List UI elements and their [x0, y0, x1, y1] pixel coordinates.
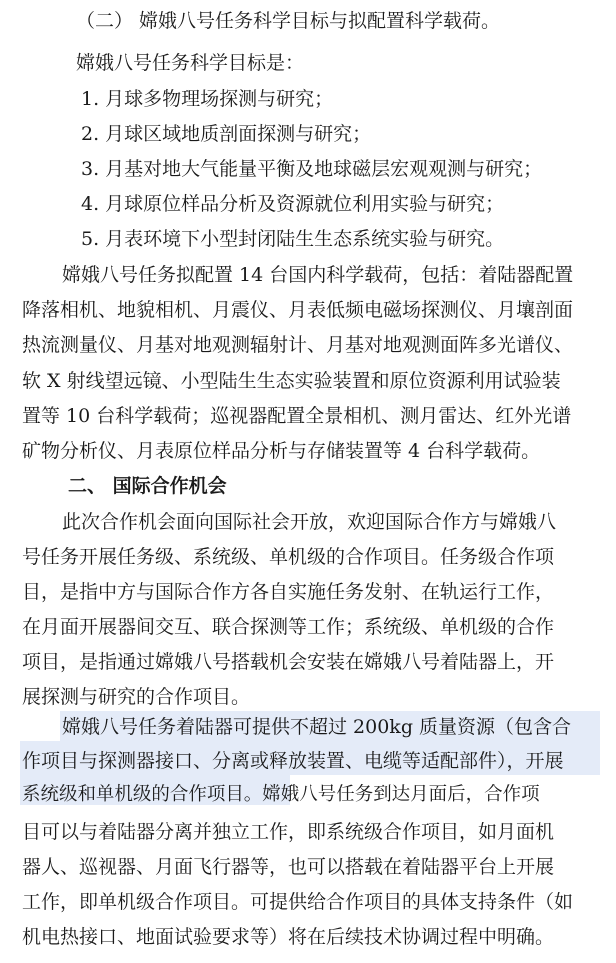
paragraph-line: 机电热接口、地面试验要求等）将在后续技术协调过程中明确。: [22, 926, 555, 948]
payload-text-line: 降落相机、地貌相机、月震仪、月表低频电磁场探测仪、月壤剖面: [22, 299, 574, 321]
paragraph-line: 目，是指中方与国际合作方各自实施任务发射、在轨运行工作，: [22, 581, 555, 603]
highlighted-text-line: 作项目与探测器接口、分离或释放装置、电缆等适配部件），开展: [22, 750, 564, 772]
payload-text-line: 矿物分析仪、月表原位样品分析与存储装置等 4 台科学载荷。: [22, 440, 541, 462]
payload-text-line: 热流测量仪、月基对地观测辐射计、月基对地观测面阵多光谱仪、: [22, 334, 574, 356]
paragraph-line: 此次合作机会面向国际社会开放，欢迎国际合作方与嫦娥八: [62, 511, 557, 533]
paragraph-line: 器人、巡视器、月面飞行器等，也可以搭载在着陆器平台上开展: [22, 856, 555, 878]
paragraph-line: 在月面开展器间交互、联合探测等工作；系统级、单机级的合作: [22, 616, 555, 638]
plain-text-segment: 嫦娥八号任务到达月面后，合作项: [262, 784, 540, 805]
section-heading: （二） 嫦娥八号任务科学目标与拟配置科学载荷。: [76, 10, 501, 32]
section-heading: 二、 国际合作机会: [68, 475, 227, 497]
highlighted-text-segment: 系统级和单机级的合作项目。: [22, 784, 263, 805]
objective-item: 5. 月表环境下小型封闭陆生生态系统实验与研究。: [81, 228, 505, 250]
highlighted-text-line: 嫦娥八号任务着陆器可提供不超过 200kg 质量资源（包含合: [62, 716, 572, 738]
payload-text-line: 置等 10 台科学载荷；巡视器配置全景相机、测月雷达、红外光谱: [22, 405, 572, 427]
paragraph-line: 工作，即单机级合作项目。可提供给合作项目的具体支持条件（如: [22, 891, 574, 913]
paragraph-line: 号任务开展任务级、系统级、单机级的合作项目。任务级合作项: [22, 546, 555, 568]
mixed-text-line: [22, 782, 616, 808]
paragraph-line: 目可以与着陆器分离并独立工作，即系统级合作项目，如月面机: [22, 821, 555, 843]
objective-item: 4. 月球原位样品分析及资源就位利用实验与研究；: [81, 193, 505, 215]
objectives-intro: 嫦娥八号任务科学目标是：: [76, 52, 305, 74]
objective-item: 2. 月球区域地质剖面探测与研究；: [81, 123, 372, 145]
payload-text-line: 软 X 射线望远镜、小型陆生生态实验装置和原位资源利用试验装: [22, 370, 561, 392]
objective-item: 3. 月基对地大气能量平衡及地球磁层宏观观测与研究；: [81, 158, 543, 180]
paragraph-line: 项目，是指通过嫦娥八号搭载机会安装在嫦娥八号着陆器上，开: [22, 651, 555, 673]
objective-item: 1. 月球多物理场探测与研究；: [81, 88, 334, 110]
paragraph-line: 展探测与研究的合作项目。: [22, 686, 251, 708]
payload-text-line: 嫦娥八号任务拟配置 14 台国内科学载荷，包括：着陆器配置: [62, 264, 574, 286]
